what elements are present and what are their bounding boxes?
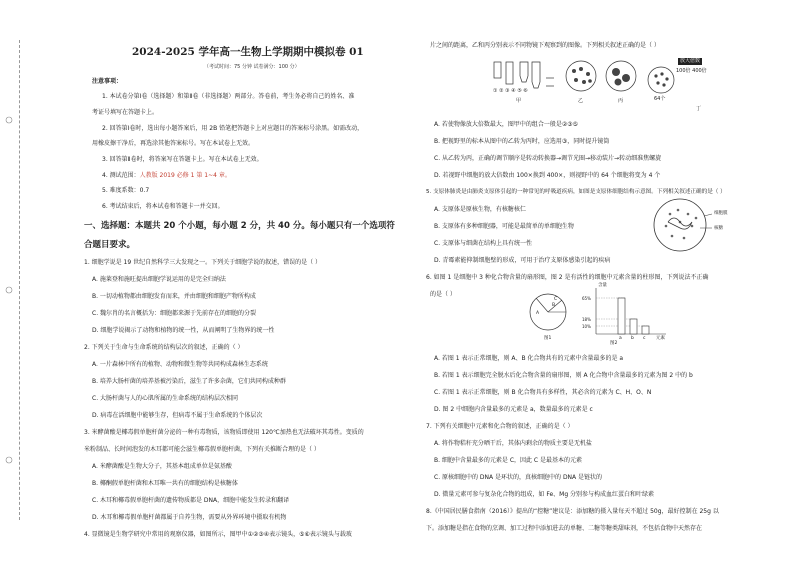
bar-label-c: c (643, 336, 646, 341)
option-line: C. 大肠杆菌与人的心肌所属的生命系统的结构层次相同 (92, 395, 239, 402)
panel-label-ding: 丁 (696, 106, 702, 112)
section-heading-cont: 合题目要求。 (84, 240, 136, 250)
question-line: 的是（ ） (430, 291, 456, 298)
bar-label-a: a (619, 336, 622, 341)
panel-label-jia: 甲 (516, 98, 522, 104)
option-line: A. 若使物像放大倍数最大，图甲中的组合一般是②③⑤ (434, 121, 578, 128)
note-line: 6. 考试结束后，将本试卷和答题卡一并交回。 (102, 203, 224, 210)
question-line: 1. 细胞学说是 19 世纪自然科学三大发现之一。下列关于细胞学说的叙述，错误的是（ ） (84, 259, 321, 266)
note-scope-highlight: 人教版 2019 必修 1 第 1~4 章。 (139, 172, 231, 179)
composition-figure (526, 282, 676, 344)
lens-label-3: ③ (505, 88, 510, 94)
note-line: 1. 本试卷分第Ⅰ卷（选择题）和第Ⅱ卷（非选择题）两部分。答卷前，考生务必将自己的姓名、准 (102, 93, 355, 100)
note-line: 用橡皮擦干净后，再选涂其他答案标号。写在本试卷上无效。 (92, 140, 255, 147)
note-line: 考证号填写在答题卡上。 (92, 109, 159, 116)
microscope-figure (486, 56, 726, 116)
notes-title: 注意事项： (92, 78, 123, 85)
option-line: B. 一切动植物都由细胞发育而来，并由细胞和细胞产物所构成 (92, 293, 256, 300)
option-line: D. 若视野中细胞的放大倍数由 100×换到 400×，则视野中的 64 个细胞将变为 4 个 (434, 172, 661, 179)
option-line: C. 原核细胞中的 DNA 是环状的，真核细胞中的 DNA 是链状的 (434, 474, 603, 481)
x-axis-label: 元素 (656, 336, 665, 341)
y-tick: 65% (582, 296, 591, 301)
cell-count: 64个 (654, 96, 666, 102)
option-line: A. 一片森林中所有的植物、动物和微生物等共同构成森林生态系统 (92, 361, 268, 368)
binding-dashed-line (19, 40, 20, 520)
note-line: 5. 难度系数：0.7 (102, 187, 150, 194)
option-line: A. 将作物秸秆充分晒干后，其体内剩余的物质主要是无机盐 (434, 440, 592, 447)
lens-label-2: ② (499, 88, 504, 94)
question-line: 2. 下列关于生命与生命系统的结构层次的叙述，正确的（ ） (84, 344, 244, 351)
y-tick: 18% (582, 317, 591, 322)
note-line: 3. 回答第Ⅱ卷时，将答案写在答题卡上。写在本试卷上无效。 (102, 156, 263, 163)
option-line: D. 细胞学说揭示了动物和植物的统一性，从而阐明了生物界的统一性 (92, 327, 275, 334)
question-line: 5. 支原体肺炎是由肺炎支原体引起的一种常见的呼吸道疾病，如图是支原体细胞结构示意图。下列相关叙述正确的是（ ） (426, 189, 726, 195)
binding-margin-marks (2, 60, 16, 520)
option-line: C. 木耳和椰毒假单胞杆菌的遗传物质都是 DNA，细胞中能发生转录和翻译 (92, 497, 290, 504)
lens-label-6: ⑥ (523, 88, 528, 94)
magnification-label: 放大倍数 (680, 58, 701, 64)
note-scope-label: 4. 测试范围： (102, 172, 140, 179)
question-line: 8.《中国居民膳食指南（2016）》提出的“控糖”建议是：添加糖的摄入量每天不超过 50g，最好控制在 25g 以 (426, 508, 719, 515)
panel-label-yi: 乙 (578, 98, 584, 104)
left-column (84, 0, 414, 562)
option-line: D. 木耳和椰毒假单胞杆菌都属于自养生物，需要从外界环境中摄取有机物 (92, 514, 287, 521)
option-line: A. 施莱登和施旺提出细胞学说运用的是完全归纳法 (92, 276, 226, 283)
fig2-caption: 图2 (610, 341, 618, 346)
note-scope (102, 172, 231, 179)
option-line: D. 病毒在活细胞中能够生存，但病毒不属于生命系统的个体层次 (92, 412, 263, 419)
lens-labels (493, 88, 528, 95)
question-line: 7. 下列有关细胞中元素和化合物的叙述，正确的是（ ） (426, 423, 574, 430)
option-line: C. 若图 1 表示正常细胞，则 B 化合物具有多样性，其必含的元素为 C、H、O、N (434, 389, 652, 396)
fig1-caption: 图1 (544, 336, 552, 341)
binding-margin (2, 60, 16, 520)
option-line: A. 米酵菌酸是生物大分子，其基本组成单位是氨基酸 (92, 463, 232, 470)
question-line: 下。添加糖是指在食物的烹调、加工过程中添加进去的单糖、二糖等糖类甜味剂，不包括食物中天然存在 (426, 525, 703, 532)
question-line: 米粉制品、长时间泡发的木耳都可能会滋生椰毒假单胞杆菌，下列有关推断合理的是（ ） (84, 446, 320, 453)
microscope-figure-drawing (486, 56, 726, 116)
question-line: 4. 显微镜是生物学研究中常用的观察仪器，如图所示，图甲中①②③④表示镜头，⑤⑥表示镜头与载玻 (84, 531, 352, 538)
option-line: A. 若图 1 表示正常细胞，则 A、B 化合物共有的元素中含量最多的是 a (434, 355, 624, 362)
option-line: C. 支原体与细菌在结构上具有统一性 (434, 240, 533, 247)
section-heading: 一、选择题：本题共 20 个小题，每小题 2 分，共 40 分。每小题只有一个选项符 (84, 221, 395, 231)
option-line: D. 微量元素可参与复杂化合物的组成，如 Fe、Mg 分别参与构成血红蛋白和叶绿素 (434, 491, 655, 498)
option-line: B. 若图 1 表示细胞完全脱水后化合物含量的扇形图，则 A 化合物中含量最多的元素为图 2 中的 b (434, 372, 693, 379)
ribosome-label: 核糖 (714, 226, 723, 231)
bar-label-b: b (631, 336, 634, 341)
option-line: B. 细胞中含量最多的元素是 C，因此 C 是最基本的元素 (434, 457, 583, 464)
right-column (426, 0, 761, 562)
mycoplasma-figure (652, 196, 742, 254)
pie-label-a: A (536, 311, 540, 316)
membrane-label: 细胞膜 (714, 211, 728, 216)
y-tick: 10% (582, 324, 591, 329)
question-line: 3. 米酵菌酸是椰毒假单胞杆菌分泌的一种有毒物质，该物质即使用 120℃加热也无法破坏其毒性。变质的 (84, 429, 364, 436)
lens-label-5: ⑤ (517, 88, 522, 94)
page-subtitle: （考试时间：75 分钟 试卷满分：100 分） (204, 64, 300, 70)
pie-label-b: B (552, 303, 556, 308)
option-line: B. 支原体有多种细胞器，可能是最简单的单细胞生物 (434, 223, 574, 230)
panel-label-bing: 丙 (618, 98, 624, 104)
option-line: D. 图 2 中细胞内含量最多的元素是 a，数量最多的元素是 c (434, 406, 593, 413)
option-line: D. 青霉素能抑制细胞壁的形成，可用于治疗支原体感染引起的疾病 (434, 257, 611, 264)
y-axis-label: 含量 (598, 283, 607, 288)
option-line: B. 椰酮假单胞杆菌和木耳唯一共有的细胞结构是核糖体 (92, 480, 238, 487)
pie-label-c: C (554, 297, 558, 302)
page-title: 2024-2025 学年高一生物上学期期中模拟卷 01 (132, 46, 364, 58)
magnification-values: 100倍 400倍 (676, 68, 707, 74)
option-line: B. 培养大肠杆菌的培养基被污染后，滋生了许多杂菌，它们共同构成种群 (92, 378, 286, 385)
option-line: C. 魏尔肖的名言概括为：细胞都来源于先前存在的细胞的分裂 (92, 310, 257, 317)
question-line: 片之间的距离，乙和丙分别表示不同物镜下观察到的图像。下列相关叙述正确的是（ ） (430, 42, 660, 49)
option-line: A. 支原体是原核生物，有核糖核仁 (434, 206, 526, 213)
lens-label-1: ① (493, 88, 498, 94)
note-line: 2. 回答第Ⅰ卷时，选出每小题答案后，用 2B 铅笔把答题卡上对应题目的答案标号涂黑。如需改动， (102, 125, 364, 132)
lens-label-4: ④ (511, 88, 516, 94)
option-line: B. 把视野里的标本从图中的乙转为丙时，应选用③，同时提升镜筒 (434, 138, 610, 145)
question-line: 6. 如图 1 是细胞中 3 种化合物含量的扇形图，图 2 是有活性的细胞中元素含量的柱形图，下列说法不正确 (426, 274, 709, 281)
option-line: C. 从乙转为丙，正确的调节顺序是转动转换器→调节光圈→移动装片→转动细准焦螺旋 (434, 155, 662, 162)
mycoplasma-drawing (652, 196, 712, 254)
